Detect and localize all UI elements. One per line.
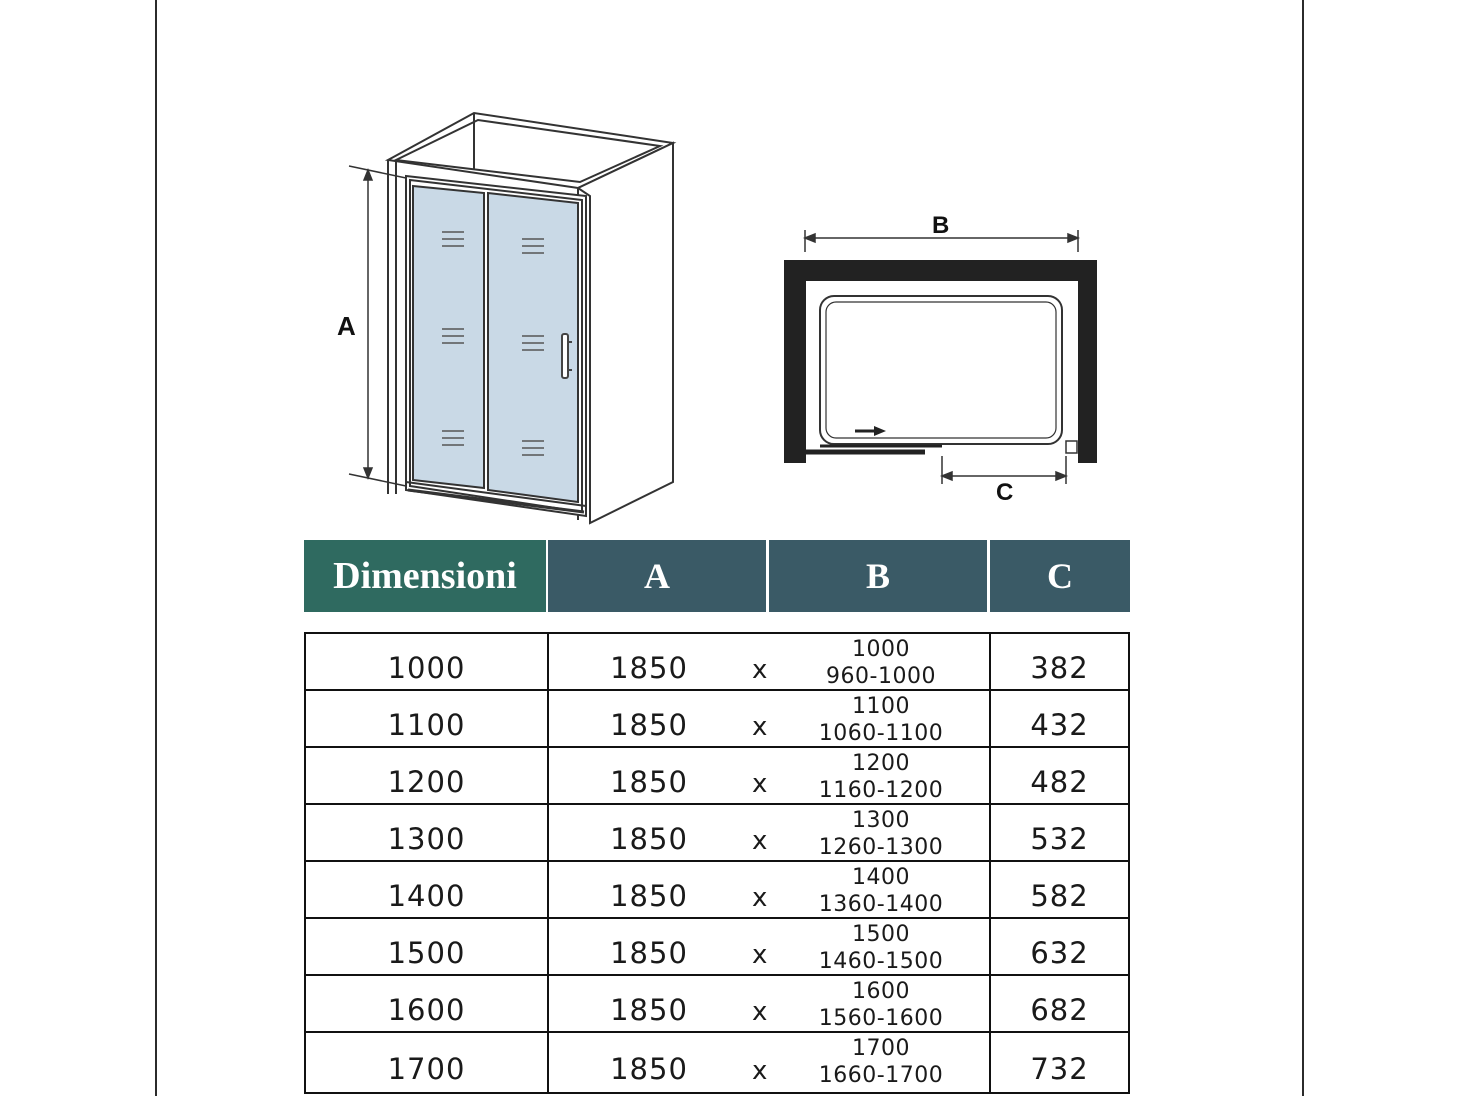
glass-panels — [406, 186, 586, 512]
cell-separator: x — [752, 826, 768, 856]
cell-b — [811, 1035, 951, 1089]
cell-c: 482 — [1030, 765, 1089, 799]
cell-size: 1200 — [387, 765, 466, 799]
cell-separator: x — [752, 940, 768, 970]
cell-b — [811, 693, 951, 747]
cell-separator: x — [752, 769, 768, 799]
label-a: A — [337, 311, 356, 341]
table-row — [306, 976, 1128, 1033]
table-row — [306, 805, 1128, 862]
cell-b-range: 1060-1100 — [818, 721, 944, 746]
cell-separator: x — [752, 655, 768, 685]
cell-a: 1850 — [610, 993, 688, 1027]
plan-view — [784, 260, 1097, 463]
cell-size: 1000 — [387, 651, 466, 685]
cell-a: 1850 — [610, 936, 688, 970]
cell-b-value: 1500 — [852, 922, 910, 947]
table-row — [306, 919, 1128, 976]
cell-b-value: 1600 — [852, 979, 910, 1004]
cell-a: 1850 — [610, 879, 688, 913]
technical-drawing — [0, 0, 1460, 540]
cell-a: 1850 — [610, 651, 688, 685]
cell-size: 1400 — [387, 879, 466, 913]
cell-size: 1600 — [387, 993, 466, 1027]
dimensions-table — [304, 632, 1130, 1094]
dimension-a-line — [349, 166, 406, 486]
cell-b — [811, 636, 951, 690]
table-header — [304, 540, 1130, 612]
cell-b-range: 1260-1300 — [818, 835, 944, 860]
cell-b — [811, 921, 951, 975]
cell-a: 1850 — [610, 765, 688, 799]
table-row — [306, 748, 1128, 805]
cell-b-value: 1700 — [852, 1036, 910, 1061]
cell-size: 1100 — [387, 708, 466, 742]
cell-c: 732 — [1030, 1052, 1089, 1086]
cell-b-range: 1560-1600 — [818, 1006, 944, 1031]
cell-b-range: 960-1000 — [826, 664, 936, 689]
header-a: A — [548, 540, 766, 612]
cell-b-value: 1300 — [852, 808, 910, 833]
cell-b-range: 1360-1400 — [818, 892, 944, 917]
cell-c: 432 — [1030, 708, 1089, 742]
cell-size: 1300 — [387, 822, 466, 856]
cell-b-value: 1100 — [852, 694, 910, 719]
cell-b — [811, 807, 951, 861]
table-row — [306, 634, 1128, 691]
table-row — [306, 691, 1128, 748]
cell-b — [811, 864, 951, 918]
label-b: B — [932, 212, 950, 239]
cell-size: 1700 — [387, 1052, 466, 1086]
cell-size: 1500 — [387, 936, 466, 970]
table-row — [306, 862, 1128, 919]
cell-b-value: 1000 — [852, 637, 910, 662]
table-row — [306, 1033, 1128, 1090]
cell-separator: x — [752, 712, 768, 742]
header-b: B — [769, 540, 987, 612]
cell-separator: x — [752, 1056, 768, 1086]
cell-b-value: 1200 — [852, 751, 910, 776]
cell-c: 582 — [1030, 879, 1089, 913]
cell-b-value: 1400 — [852, 865, 910, 890]
cell-b — [811, 978, 951, 1032]
cell-c: 682 — [1030, 993, 1089, 1027]
header-dimensioni: Dimensioni — [304, 540, 546, 612]
shower-tray — [820, 296, 1062, 444]
cell-a: 1850 — [610, 708, 688, 742]
cell-separator: x — [752, 883, 768, 913]
cell-a: 1850 — [610, 822, 688, 856]
cell-c: 632 — [1030, 936, 1089, 970]
cell-b-range: 1160-1200 — [818, 778, 944, 803]
header-c: C — [990, 540, 1130, 612]
cell-c: 382 — [1030, 651, 1089, 685]
cell-b — [811, 750, 951, 804]
cell-c: 532 — [1030, 822, 1089, 856]
cell-separator: x — [752, 997, 768, 1027]
slide-direction-arrow-icon — [874, 426, 886, 436]
label-c: C — [996, 479, 1014, 506]
cell-b-range: 1660-1700 — [818, 1063, 944, 1088]
cell-a: 1850 — [610, 1052, 688, 1086]
cell-b-range: 1460-1500 — [818, 949, 944, 974]
